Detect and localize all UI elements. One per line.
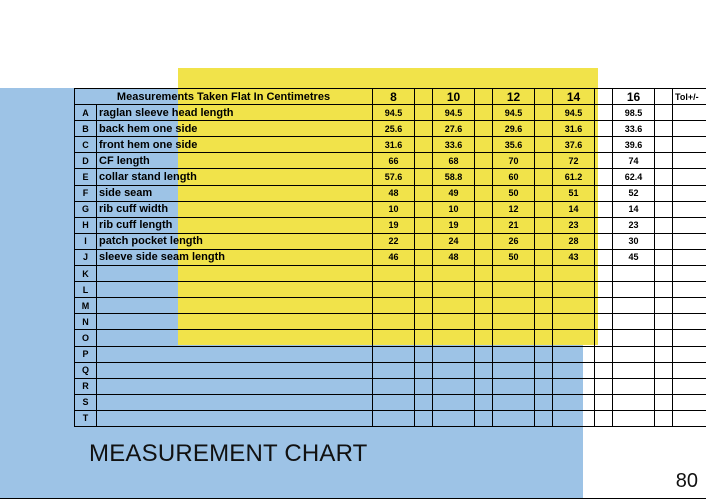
row-letter: J xyxy=(75,249,97,265)
tolerance-cell xyxy=(673,217,706,233)
spacer-cell xyxy=(475,330,493,346)
row-label: collar stand length xyxy=(97,169,373,185)
measurement-value: 33.6 xyxy=(433,137,475,153)
spacer-cell xyxy=(655,410,673,426)
spacer-cell xyxy=(475,153,493,169)
spacer-cell xyxy=(595,217,613,233)
tolerance-cell xyxy=(673,169,706,185)
measurement-value xyxy=(433,410,475,426)
spacer-cell xyxy=(655,378,673,394)
spacer-cell xyxy=(415,201,433,217)
measurement-value: 94.5 xyxy=(373,105,415,121)
spacer-cell xyxy=(595,185,613,201)
measurement-value: 10 xyxy=(373,201,415,217)
measurement-value: 14 xyxy=(553,201,595,217)
spacer-cell xyxy=(595,346,613,362)
measurement-value: 46 xyxy=(373,249,415,265)
row-label xyxy=(97,266,373,282)
measurement-value xyxy=(553,330,595,346)
measurement-value: 45 xyxy=(613,249,655,265)
measurement-value xyxy=(433,362,475,378)
table-header-row xyxy=(75,89,706,105)
spacer-cell xyxy=(475,121,493,137)
spacer-cell xyxy=(655,121,673,137)
measurement-value: 60 xyxy=(493,169,535,185)
size-header: 12 xyxy=(493,89,535,105)
spacer-cell xyxy=(415,314,433,330)
row-letter: I xyxy=(75,233,97,249)
spacer-cell xyxy=(655,330,673,346)
measurement-value: 52 xyxy=(613,185,655,201)
measurement-value: 72 xyxy=(553,153,595,169)
measurement-value: 31.6 xyxy=(553,121,595,137)
row-label xyxy=(97,362,373,378)
tolerance-cell xyxy=(673,394,706,410)
tolerance-cell xyxy=(673,105,706,121)
row-letter: B xyxy=(75,121,97,137)
spacer-cell xyxy=(535,137,553,153)
size-header: 14 xyxy=(553,89,595,105)
size-header: 16 xyxy=(613,89,655,105)
measurement-value: 26 xyxy=(493,233,535,249)
spacer-cell xyxy=(415,233,433,249)
measurement-value: 66 xyxy=(373,153,415,169)
spacer-cell xyxy=(535,105,553,121)
spacer-cell xyxy=(475,378,493,394)
spacer-cell xyxy=(535,89,553,105)
row-letter: S xyxy=(75,394,97,410)
measurement-value xyxy=(613,362,655,378)
measurement-value xyxy=(553,378,595,394)
measurement-value: 49 xyxy=(433,185,475,201)
spacer-cell xyxy=(655,249,673,265)
measurement-value xyxy=(373,394,415,410)
measurement-value: 19 xyxy=(373,217,415,233)
spacer-cell xyxy=(535,298,553,314)
row-label xyxy=(97,410,373,426)
spacer-cell xyxy=(595,89,613,105)
spacer-cell xyxy=(475,266,493,282)
bottom-divider xyxy=(0,498,706,499)
measurement-value: 10 xyxy=(433,201,475,217)
spacer-cell xyxy=(655,346,673,362)
row-label: rib cuff length xyxy=(97,217,373,233)
measurement-value xyxy=(553,266,595,282)
spacer-cell xyxy=(655,201,673,217)
measurement-value xyxy=(373,330,415,346)
spacer-cell xyxy=(655,394,673,410)
measurement-value xyxy=(493,378,535,394)
measurement-value xyxy=(493,298,535,314)
measurement-value xyxy=(613,298,655,314)
table-row xyxy=(75,249,706,265)
measurement-value: 35.6 xyxy=(493,137,535,153)
table-row xyxy=(75,153,706,169)
spacer-cell xyxy=(595,298,613,314)
tolerance-cell xyxy=(673,346,706,362)
measurement-value xyxy=(373,314,415,330)
table-row xyxy=(75,121,706,137)
spacer-cell xyxy=(535,249,553,265)
table-row xyxy=(75,282,706,298)
measurement-value: 30 xyxy=(613,233,655,249)
spacer-cell xyxy=(595,394,613,410)
row-letter: N xyxy=(75,314,97,330)
measurement-value: 51 xyxy=(553,185,595,201)
spacer-cell xyxy=(415,121,433,137)
spacer-cell xyxy=(655,169,673,185)
measurement-value xyxy=(553,346,595,362)
row-letter: A xyxy=(75,105,97,121)
spacer-cell xyxy=(535,346,553,362)
row-label: rib cuff width xyxy=(97,201,373,217)
row-letter: D xyxy=(75,153,97,169)
row-letter: Q xyxy=(75,362,97,378)
measurement-value xyxy=(613,394,655,410)
spacer-cell xyxy=(475,169,493,185)
measurement-table xyxy=(74,88,706,427)
spacer-cell xyxy=(415,346,433,362)
measurement-value: 39.6 xyxy=(613,137,655,153)
measurement-value xyxy=(373,410,415,426)
size-header: 8 xyxy=(373,89,415,105)
measurement-value: 23 xyxy=(613,217,655,233)
spacer-cell xyxy=(475,394,493,410)
spacer-cell xyxy=(415,249,433,265)
measurement-value: 94.5 xyxy=(433,105,475,121)
row-label xyxy=(97,378,373,394)
measurement-value: 61.2 xyxy=(553,169,595,185)
measurement-value xyxy=(553,282,595,298)
spacer-cell xyxy=(595,201,613,217)
table-header-label: Measurements Taken Flat In Centimetres xyxy=(75,89,373,105)
spacer-cell xyxy=(595,105,613,121)
spacer-cell xyxy=(475,217,493,233)
measurement-value xyxy=(613,330,655,346)
spacer-cell xyxy=(475,362,493,378)
measurement-value: 50 xyxy=(493,185,535,201)
spacer-cell xyxy=(415,169,433,185)
measurement-value xyxy=(373,362,415,378)
spacer-cell xyxy=(475,105,493,121)
measurement-value: 27.6 xyxy=(433,121,475,137)
table-row xyxy=(75,314,706,330)
row-label: side seam xyxy=(97,185,373,201)
spacer-cell xyxy=(415,282,433,298)
spacer-cell xyxy=(535,153,553,169)
tolerance-cell xyxy=(673,362,706,378)
measurement-value xyxy=(373,346,415,362)
measurement-value xyxy=(433,378,475,394)
spacer-cell xyxy=(595,282,613,298)
measurement-value xyxy=(373,378,415,394)
spacer-cell xyxy=(595,410,613,426)
measurement-value xyxy=(613,346,655,362)
row-label xyxy=(97,298,373,314)
spacer-cell xyxy=(415,153,433,169)
tolerance-cell xyxy=(673,137,706,153)
spacer-cell xyxy=(595,153,613,169)
tolerance-cell xyxy=(673,314,706,330)
spacer-cell xyxy=(655,217,673,233)
measurement-value: 68 xyxy=(433,153,475,169)
tolerance-cell xyxy=(673,410,706,426)
row-label xyxy=(97,394,373,410)
spacer-cell xyxy=(535,394,553,410)
row-label: CF length xyxy=(97,153,373,169)
row-label xyxy=(97,282,373,298)
spacer-cell xyxy=(475,185,493,201)
spacer-cell xyxy=(415,378,433,394)
spacer-cell xyxy=(655,282,673,298)
row-letter: P xyxy=(75,346,97,362)
row-letter: R xyxy=(75,378,97,394)
spacer-cell xyxy=(595,249,613,265)
measurement-value: 12 xyxy=(493,201,535,217)
measurement-value: 33.6 xyxy=(613,121,655,137)
spacer-cell xyxy=(655,233,673,249)
spacer-cell xyxy=(415,185,433,201)
table-row xyxy=(75,330,706,346)
spacer-cell xyxy=(415,89,433,105)
measurement-value: 19 xyxy=(433,217,475,233)
measurement-value: 21 xyxy=(493,217,535,233)
measurement-value xyxy=(613,378,655,394)
tolerance-cell xyxy=(673,378,706,394)
tolerance-cell xyxy=(673,282,706,298)
spacer-cell xyxy=(535,121,553,137)
spacer-cell xyxy=(595,266,613,282)
table-row xyxy=(75,266,706,282)
table-row xyxy=(75,105,706,121)
spacer-cell xyxy=(655,298,673,314)
measurement-value xyxy=(493,330,535,346)
table-row xyxy=(75,217,706,233)
table-row xyxy=(75,169,706,185)
tolerance-cell xyxy=(673,330,706,346)
tolerance-cell xyxy=(673,121,706,137)
measurement-value xyxy=(613,266,655,282)
spacer-cell xyxy=(655,362,673,378)
measurement-value xyxy=(613,314,655,330)
tolerance-cell xyxy=(673,201,706,217)
spacer-cell xyxy=(415,330,433,346)
measurement-value xyxy=(553,394,595,410)
spacer-cell xyxy=(415,137,433,153)
measurement-value xyxy=(553,362,595,378)
spacer-cell xyxy=(535,169,553,185)
spacer-cell xyxy=(535,217,553,233)
measurement-value: 24 xyxy=(433,233,475,249)
measurement-value xyxy=(373,298,415,314)
spacer-cell xyxy=(595,362,613,378)
measurement-value: 23 xyxy=(553,217,595,233)
measurement-value xyxy=(553,298,595,314)
measurement-value: 31.6 xyxy=(373,137,415,153)
table-row xyxy=(75,362,706,378)
spacer-cell xyxy=(415,394,433,410)
spacer-cell xyxy=(415,298,433,314)
row-label xyxy=(97,330,373,346)
measurement-value xyxy=(613,282,655,298)
tolerance-header: Tol+/- xyxy=(673,89,706,105)
measurement-value: 48 xyxy=(373,185,415,201)
measurement-value xyxy=(433,346,475,362)
spacer-cell xyxy=(475,89,493,105)
spacer-cell xyxy=(415,217,433,233)
measurement-value: 57.6 xyxy=(373,169,415,185)
measurement-value xyxy=(493,314,535,330)
measurement-value xyxy=(373,282,415,298)
measurement-value xyxy=(613,410,655,426)
spacer-cell xyxy=(595,121,613,137)
measurement-value xyxy=(433,394,475,410)
measurement-value: 70 xyxy=(493,153,535,169)
measurement-value: 25.6 xyxy=(373,121,415,137)
row-letter: K xyxy=(75,266,97,282)
row-letter: C xyxy=(75,137,97,153)
measurement-value xyxy=(433,266,475,282)
spacer-cell xyxy=(475,410,493,426)
measurement-value xyxy=(433,330,475,346)
spacer-cell xyxy=(655,105,673,121)
measurement-value: 22 xyxy=(373,233,415,249)
row-letter: T xyxy=(75,410,97,426)
spacer-cell xyxy=(475,201,493,217)
measurement-value: 50 xyxy=(493,249,535,265)
tolerance-cell xyxy=(673,249,706,265)
measurement-value: 37.6 xyxy=(553,137,595,153)
measurement-value: 94.5 xyxy=(493,105,535,121)
measurement-value xyxy=(493,362,535,378)
table-row xyxy=(75,185,706,201)
spacer-cell xyxy=(595,169,613,185)
spacer-cell xyxy=(655,153,673,169)
tolerance-cell xyxy=(673,233,706,249)
row-label: front hem one side xyxy=(97,137,373,153)
measurement-value xyxy=(553,410,595,426)
table-row xyxy=(75,346,706,362)
spacer-cell xyxy=(415,266,433,282)
page-number: 80 xyxy=(675,470,698,492)
measurement-value: 48 xyxy=(433,249,475,265)
table-row xyxy=(75,378,706,394)
row-label: raglan sleeve head length xyxy=(97,105,373,121)
row-label xyxy=(97,346,373,362)
measurement-value xyxy=(493,282,535,298)
spacer-cell xyxy=(595,314,613,330)
tolerance-cell xyxy=(673,266,706,282)
spacer-cell xyxy=(475,314,493,330)
page-title: MEASUREMENT CHART xyxy=(89,440,368,467)
spacer-cell xyxy=(655,137,673,153)
measurement-value: 14 xyxy=(613,201,655,217)
spacer-cell xyxy=(535,266,553,282)
spacer-cell xyxy=(595,378,613,394)
row-letter: E xyxy=(75,169,97,185)
spacer-cell xyxy=(655,185,673,201)
spacer-cell xyxy=(475,233,493,249)
tolerance-cell xyxy=(673,185,706,201)
size-header: 10 xyxy=(433,89,475,105)
measurement-value: 43 xyxy=(553,249,595,265)
measurement-value xyxy=(493,346,535,362)
spacer-cell xyxy=(655,89,673,105)
measurement-value: 94.5 xyxy=(553,105,595,121)
spacer-cell xyxy=(535,378,553,394)
row-label: patch pocket length xyxy=(97,233,373,249)
spacer-cell xyxy=(535,330,553,346)
measurement-value xyxy=(433,282,475,298)
table-row xyxy=(75,233,706,249)
spacer-cell xyxy=(595,330,613,346)
measurement-value: 29.6 xyxy=(493,121,535,137)
table-row xyxy=(75,137,706,153)
row-label: back hem one side xyxy=(97,121,373,137)
spacer-cell xyxy=(595,137,613,153)
measurement-value: 58.8 xyxy=(433,169,475,185)
spacer-cell xyxy=(535,314,553,330)
measurement-value: 98.5 xyxy=(613,105,655,121)
measurement-value: 28 xyxy=(553,233,595,249)
spacer-cell xyxy=(655,266,673,282)
spacer-cell xyxy=(415,410,433,426)
row-letter: L xyxy=(75,282,97,298)
measurement-value xyxy=(493,266,535,282)
row-label: sleeve side seam length xyxy=(97,249,373,265)
measurement-value xyxy=(373,266,415,282)
row-letter: G xyxy=(75,201,97,217)
measurement-value xyxy=(553,314,595,330)
spacer-cell xyxy=(595,233,613,249)
spacer-cell xyxy=(535,410,553,426)
tolerance-cell xyxy=(673,153,706,169)
row-letter: F xyxy=(75,185,97,201)
spacer-cell xyxy=(415,362,433,378)
spacer-cell xyxy=(535,282,553,298)
table-row xyxy=(75,298,706,314)
spacer-cell xyxy=(535,233,553,249)
spacer-cell xyxy=(475,346,493,362)
spacer-cell xyxy=(535,185,553,201)
spacer-cell xyxy=(475,137,493,153)
tolerance-cell xyxy=(673,298,706,314)
table-row xyxy=(75,394,706,410)
row-letter: H xyxy=(75,217,97,233)
measurement-value: 74 xyxy=(613,153,655,169)
measurement-value: 62.4 xyxy=(613,169,655,185)
spacer-cell xyxy=(475,249,493,265)
table-row xyxy=(75,201,706,217)
measurement-value xyxy=(433,314,475,330)
spacer-cell xyxy=(415,105,433,121)
measurement-table-body xyxy=(75,89,706,427)
measurement-value xyxy=(493,394,535,410)
spacer-cell xyxy=(475,298,493,314)
measurement-value xyxy=(493,410,535,426)
table-row xyxy=(75,410,706,426)
row-label xyxy=(97,314,373,330)
spacer-cell xyxy=(535,362,553,378)
row-letter: O xyxy=(75,330,97,346)
spacer-cell xyxy=(655,314,673,330)
spacer-cell xyxy=(475,282,493,298)
row-letter: M xyxy=(75,298,97,314)
spacer-cell xyxy=(535,201,553,217)
measurement-value xyxy=(433,298,475,314)
